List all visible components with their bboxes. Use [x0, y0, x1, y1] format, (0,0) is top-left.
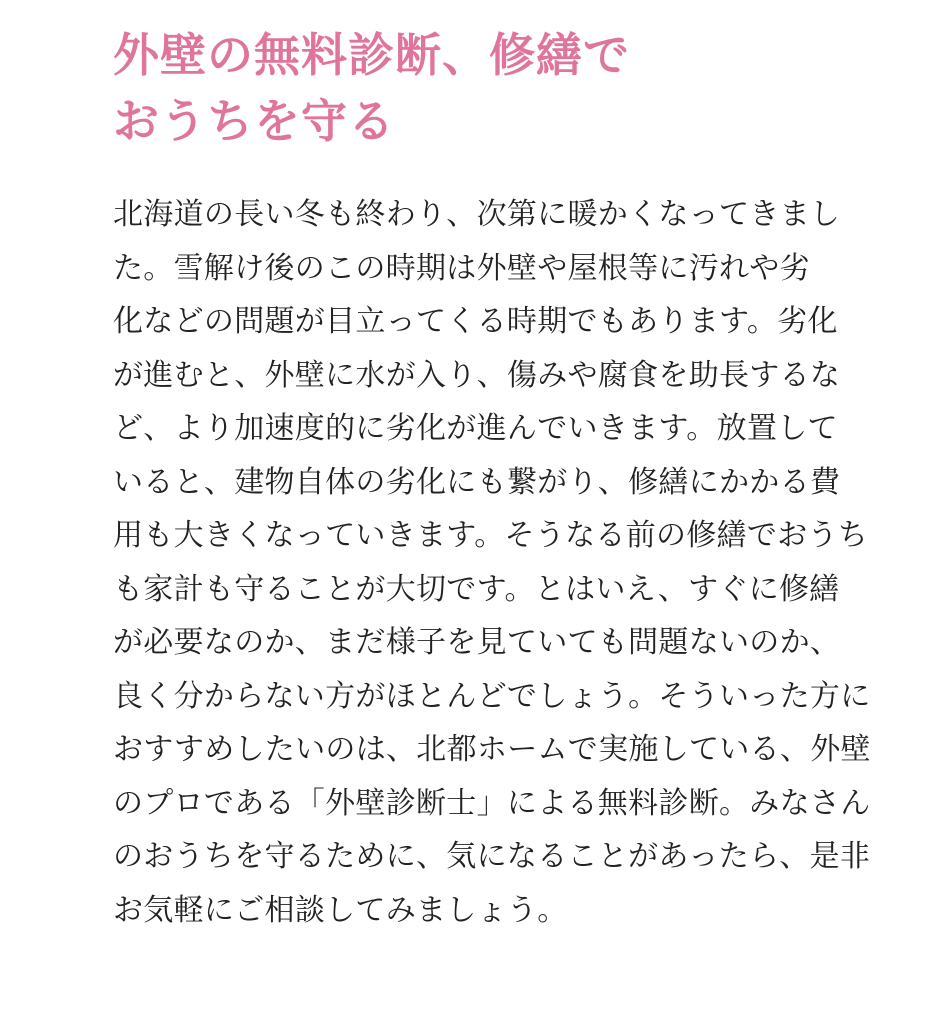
title-line: おうちを守る: [113, 94, 395, 148]
body-line: のおうちを守るために、気になることがあったら、是非: [113, 839, 871, 874]
title-line: 外壁の無料診断、修繕で: [113, 28, 630, 82]
body-line: 化などの問題が目立ってくる時期でもあります。劣化: [113, 304, 838, 339]
body-line: おすすめしたいのは、北都ホームで実施している、外壁: [113, 732, 871, 767]
body-line: お気軽にご相談してみましょう。: [113, 892, 568, 928]
body-line: のプロである「外壁診断士」による無料診断。みなさん: [113, 785, 871, 821]
body-line: 良く分からない方がほとんどでしょう。そういった方に: [113, 678, 871, 714]
article-body: [113, 188, 871, 937]
body-line: が進むと、外壁に水が入り、傷みや腐食を助長するな: [113, 357, 841, 393]
body-line: ど、より加速度的に劣化が進んでいきます。放置して: [113, 411, 838, 446]
body-line: 用も大きくなっていきます。そうなる前の修繕でおうち: [113, 518, 869, 553]
body-line: いると、建物自体の劣化にも繋がり、修繕にかかる費: [113, 464, 841, 500]
body-line: 北海道の長い冬も終わり、次第に暖かくなってきまし: [113, 197, 841, 232]
body-line: が必要なのか、まだ様子を見ていても問題ないのか、: [113, 625, 841, 660]
article-title: [113, 22, 630, 154]
body-line: た。雪解け後のこの時期は外壁や屋根等に汚れや劣: [113, 250, 810, 286]
body-line: も家計も守ることが大切です。とはいえ、すぐに修繕: [113, 571, 840, 607]
